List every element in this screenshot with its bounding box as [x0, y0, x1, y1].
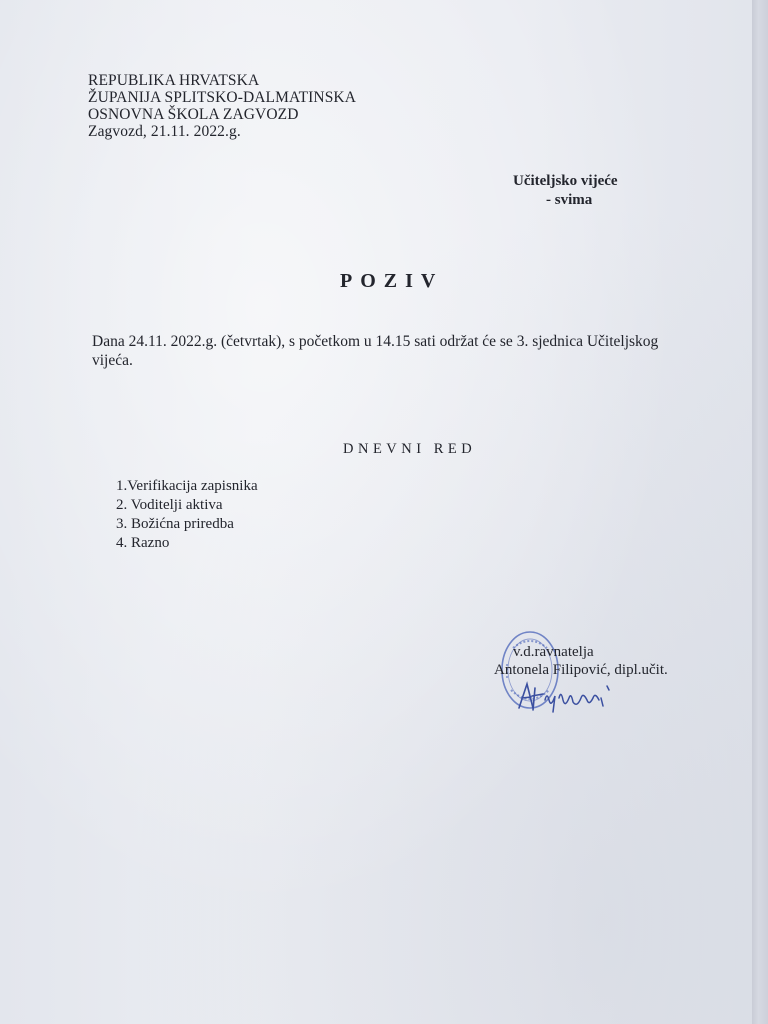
letterhead-place-date: Zagvozd, 21.11. 2022.g. — [88, 123, 241, 140]
agenda-title: DNEVNI RED — [343, 441, 477, 457]
agenda-item: 4. Razno — [116, 535, 170, 551]
letterhead-county: ŽUPANIJA SPLITSKO-DALMATINSKA — [88, 89, 357, 106]
agenda-list — [116, 477, 258, 553]
recipient-line-1: Učiteljsko vijeće — [513, 173, 618, 189]
signature-block — [494, 643, 668, 679]
document-title: POZIV — [340, 270, 444, 292]
letterhead-country: REPUBLIKA HRVATSKA — [88, 72, 260, 89]
agenda-item: 2. Voditelji aktiva — [116, 497, 223, 513]
recipient-line-2: - svima — [546, 192, 593, 208]
recipient-block — [513, 172, 618, 210]
handwritten-signature — [515, 678, 625, 718]
signatory-role: v.d.ravnatelja — [513, 644, 594, 660]
signatory-name: Antonela Filipović, dipl.učit. — [494, 662, 668, 678]
letterhead — [88, 72, 356, 140]
agenda-item: 3. Božićna priredba — [116, 516, 234, 532]
agenda-item: 1.Verifikacija zapisnika — [116, 478, 258, 494]
letterhead-school: OSNOVNA ŠKOLA ZAGVOZD — [88, 106, 299, 123]
invitation-text: Dana 24.11. 2022.g. (četvrtak), s početkom u 14.15 sati održat će se 3. sjednica Učiteljskog vijeća. — [92, 333, 659, 369]
page-edge — [752, 0, 768, 1024]
